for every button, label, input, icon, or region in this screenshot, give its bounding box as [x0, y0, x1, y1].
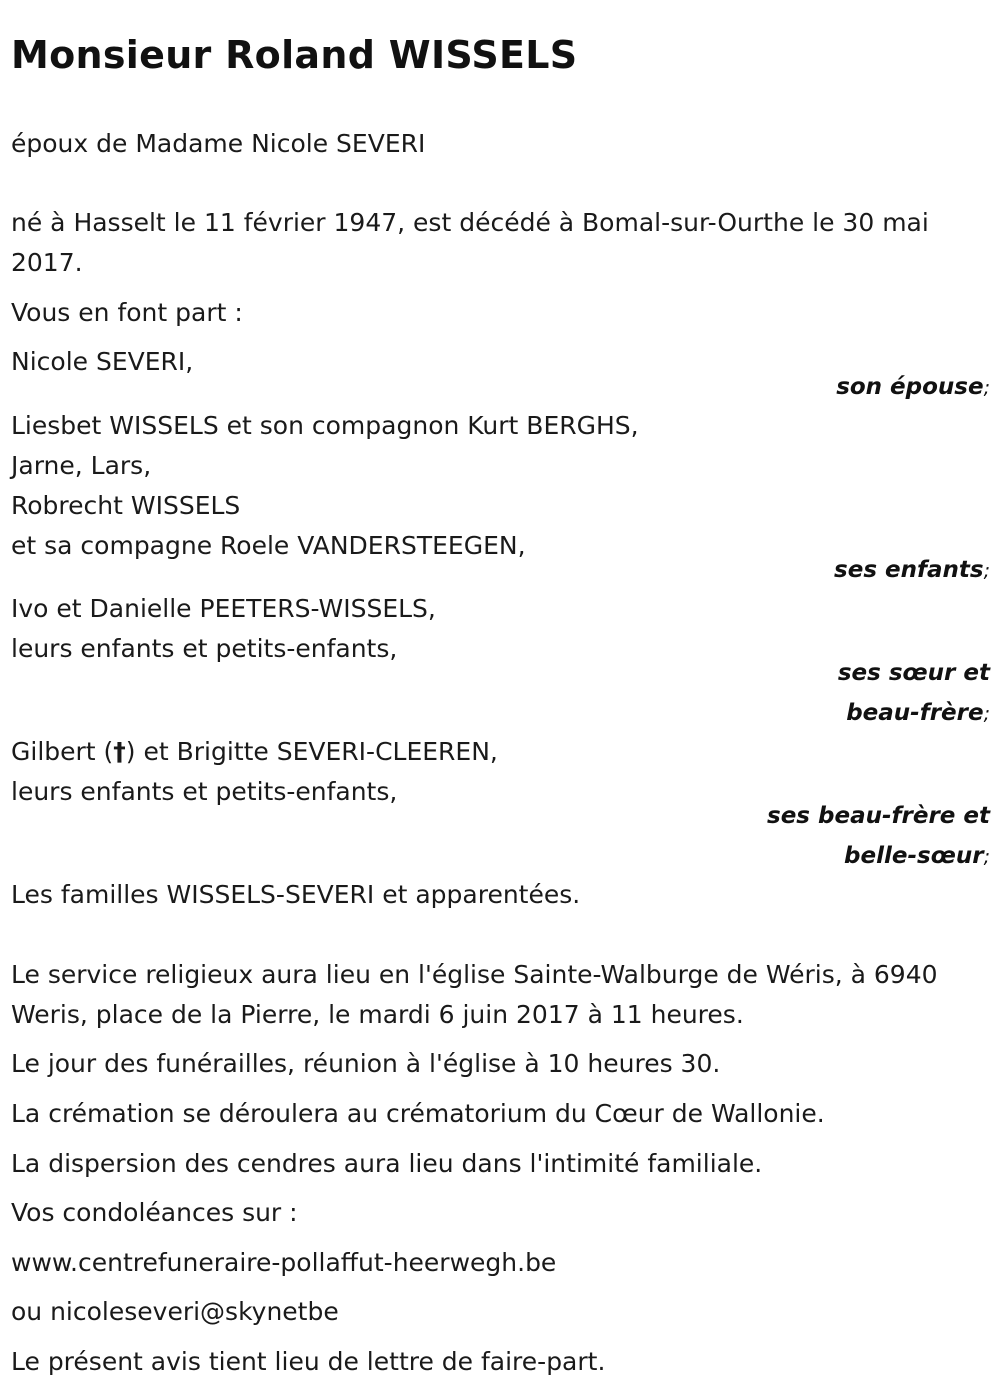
page-title: Monsieur Roland WISSELS: [11, 33, 578, 77]
dispersion-text: La dispersion des cendres aura lieu dans l'intimité familiale.: [11, 1149, 763, 1178]
announce-text: Vous en font part :: [11, 298, 243, 327]
role-inlaws-line-1: ses beau-frère et: [767, 803, 990, 829]
sister-line-1: Ivo et Danielle PEETERS-WISSELS,: [11, 594, 436, 623]
sister-line-2: leurs enfants et petits-enfants,: [11, 634, 398, 663]
role-children: ses enfants;: [834, 557, 990, 583]
inlaws-line-1: Gilbert (†) et Brigitte SEVERI-CLEEREN,: [11, 737, 498, 766]
role-spouse: son épouse;: [836, 374, 990, 400]
birth-death-text: né à Hasselt le 11 février 1947, est décédé à Bomal-sur-Ourthe le 30 mai 2017.: [11, 208, 929, 277]
children-line-3: Robrecht WISSELS: [11, 491, 241, 520]
meeting-text: Le jour des funérailles, réunion à l'église à 10 heures 30.: [11, 1049, 721, 1078]
families-line: Les familles WISSELS-SEVERI et apparentées.: [11, 880, 581, 909]
spouse-line: époux de Madame Nicole SEVERI: [11, 129, 426, 158]
role-sister-line-1: ses sœur et: [837, 660, 990, 686]
email-line[interactable]: ou nicoleseveri@skynetbe: [11, 1297, 339, 1326]
cross-icon: †: [113, 737, 126, 766]
cremation-text: La crémation se déroulera au crématorium du Cœur de Wallonie.: [11, 1099, 825, 1128]
website-link[interactable]: www.centrefuneraire-pollaffut-heerwegh.be: [11, 1248, 557, 1277]
role-inlaws-line-2: belle-sœur;: [844, 843, 990, 869]
children-line-2: Jarne, Lars,: [11, 451, 152, 480]
children-line-1: Liesbet WISSELS et son compagnon Kurt BERGHS,: [11, 411, 639, 440]
notice-text: Le présent avis tient lieu de lettre de faire-part.: [11, 1347, 606, 1376]
inlaws-line-2: leurs enfants et petits-enfants,: [11, 777, 398, 806]
children-line-4: et sa compagne Roele VANDERSTEEGEN,: [11, 531, 526, 560]
condolences-label: Vos condoléances sur :: [11, 1198, 298, 1227]
service-text: Le service religieux aura lieu en l'église Sainte-Walburge de Wéris, à 6940 Weris, place de la Pierre, le mardi 6 juin 2017 à 11 heures.: [11, 960, 938, 1029]
spouse-name: Nicole SEVERI,: [11, 347, 194, 376]
role-sister-line-2: beau-frère;: [846, 700, 990, 726]
